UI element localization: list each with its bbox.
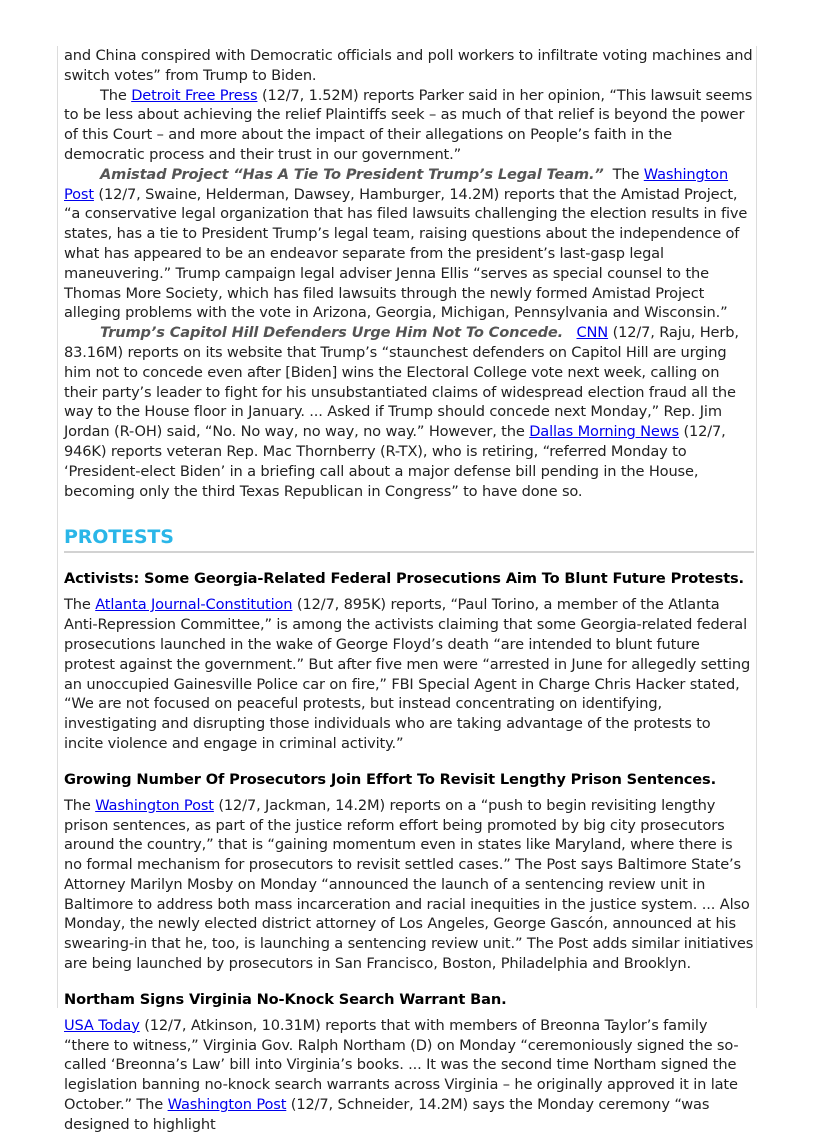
detroit-free-press-paragraph: The Detroit Free Press (12/7, 1.52M) reports Parker said in her opinion, “This lawsuit seems to be less about achieving the relief Plaintiffs seek – as much of that relief is beyond the power of this Court – and more about the impact of their allegations on People’s faith in the democratic process and their trust in our government.” bbox=[64, 86, 753, 163]
section-title-protests: PROTESTS bbox=[64, 525, 754, 553]
newsletter-content bbox=[64, 46, 754, 1135]
washington-post-link-northam[interactable]: Washington Post bbox=[167, 1096, 287, 1114]
dallas-morning-news-link[interactable]: Dallas Morning News bbox=[529, 423, 679, 441]
cnn-link[interactable]: CNN bbox=[576, 324, 609, 342]
story-georgia-prosecutions bbox=[64, 569, 754, 753]
story-body: The Atlanta Journal-Constitution (12/7, 895K) reports, “Paul Torino, a member of the Atlanta Anti-Repression Committee,” is among the activists claiming that some Georgia-related federal prosecutions launched in the wake of George Floyd’s death “are intended to blunt future protest against the government.” But after five men were “arrested in June for allegedly setting an unoccupied Gainesville Police car on fire,” FBI Special Agent in Charge Chris Hacker stated, “We are not focused on peaceful protests, but instead concentrating on identifying, investigating and disrupting those individuals who are taking advantage of the protests to incite violence and engage in criminal activity.” bbox=[64, 596, 751, 752]
atlanta-journal-constitution-link[interactable]: Atlanta Journal-Constitution bbox=[95, 596, 293, 614]
washington-post-link-sentences[interactable]: Washington Post bbox=[95, 796, 214, 814]
story-prison-sentences bbox=[64, 770, 754, 974]
story-title: Activists: Some Georgia-Related Federal Prosecutions Aim To Blunt Future Protests. bbox=[64, 570, 744, 588]
washington-post-link-amistad[interactable]: Washington Post bbox=[64, 165, 729, 203]
capitol-hill-defenders-paragraph: Trump’s Capitol Hill Defenders Urge Him Not To Concede. CNN (12/7, Raju, Herb, 83.16M) reports on its website that Trump’s “staunchest defenders on Capitol Hill are urging him not to concede even after [Biden] wins the Electoral College vote next week, calling on their party’s leader to fight for his unsubstantiated claims of widespread election fraud all the way to the House floor in January. ... Asked if Trump should concede next Monday,” Rep. Jim Jordan (R-OH) said, “No. No way, no way, no way.” However, the Dallas Morning News (12/7, 946K) reports veteran Rep. Mac Thornberry (R-TX), who is retiring, “referred Monday to ‘President-elect Biden’ in a briefing call about a major defense bill pending in the House, becoming only the third Texas Republican in Congress” to have done so. bbox=[64, 324, 739, 500]
amistad-project-paragraph: Amistad Project “Has A Tie To President Trump’s Legal Team.” The Washington Post (12/7, Swaine, Helderman, Dawsey, Hamburger, 14.2M) reports that the Amistad Project, “a conservative legal organization that has filed lawsuits challenging the election results in five states, has a tie to President Trump’s legal team, raising questions about the independence of what has appeared to be an endeavor separate from the president’s last-gasp legal maneuvering.” Trump campaign legal adviser Jenna Ellis “serves as special counsel to the Thomas More Society, which has filed lawsuits through the newly formed Amistad Project alleging problems with the vote in Arizona, Georgia, Michigan, Pennsylvania and Wisconsin.” bbox=[64, 165, 748, 322]
story-body: The Washington Post (12/7, Jackman, 14.2M) reports on a “push to begin revisiting lengthy prison sentences, as part of the justice reform effort being promoted by big city prosecutors around the country,” that is “gaining momentum even in states like Maryland, where there is no formal mechanism for prosecutors to revisit settled cases.” The Post says Baltimore State’s Attorney Marilyn Mosby on Monday “announced the launch of a sentencing review unit in Baltimore to address both mass incarceration and racial inequities in the justice system. ... Also Monday, the newly elected district attorney of Los Angeles, George Gascón, announced at his swearing-in that he, too, is launching a sentencing review unit.” The Post adds similar initiatives are being launched by prosecutors in San Francisco, Boston, Philadelphia and Brooklyn. bbox=[64, 796, 754, 973]
detroit-free-press-link[interactable]: Detroit Free Press bbox=[131, 86, 258, 104]
continued-paragraph: and China conspired with Democratic officials and poll workers to infiltrate voting machines and switch votes” from Trump to Biden. bbox=[64, 47, 753, 84]
amistad-inline-heading: Amistad Project “Has A Tie To President Trump’s Legal Team.” bbox=[100, 165, 604, 183]
newsletter-page bbox=[57, 46, 757, 1133]
capitol-hill-inline-heading: Trump’s Capitol Hill Defenders Urge Him Not To Concede. bbox=[100, 324, 564, 342]
story-no-knock-ban bbox=[64, 990, 754, 1135]
story-title: Northam Signs Virginia No-Knock Search Warrant Ban. bbox=[64, 990, 507, 1008]
story-title: Growing Number Of Prosecutors Join Effort To Revisit Lengthy Prison Sentences. bbox=[64, 770, 716, 788]
story-body: USA Today (12/7, Atkinson, 10.31M) reports that with members of Breonna Taylor’s family “there to witness,” Virginia Gov. Ralph Northam (D) on Monday “ceremoniously signed the so-called ‘Breonna’s Law’ bill into Virginia’s books. ... It was the second time Northam signed the legislation banning no-knock search warrants across Virginia – he originally approved it in late October.” The Washington Post (12/7, Schneider, 14.2M) says the Monday ceremony “was designed to highlight bbox=[64, 1016, 739, 1133]
usa-today-link[interactable]: USA Today bbox=[64, 1016, 140, 1034]
